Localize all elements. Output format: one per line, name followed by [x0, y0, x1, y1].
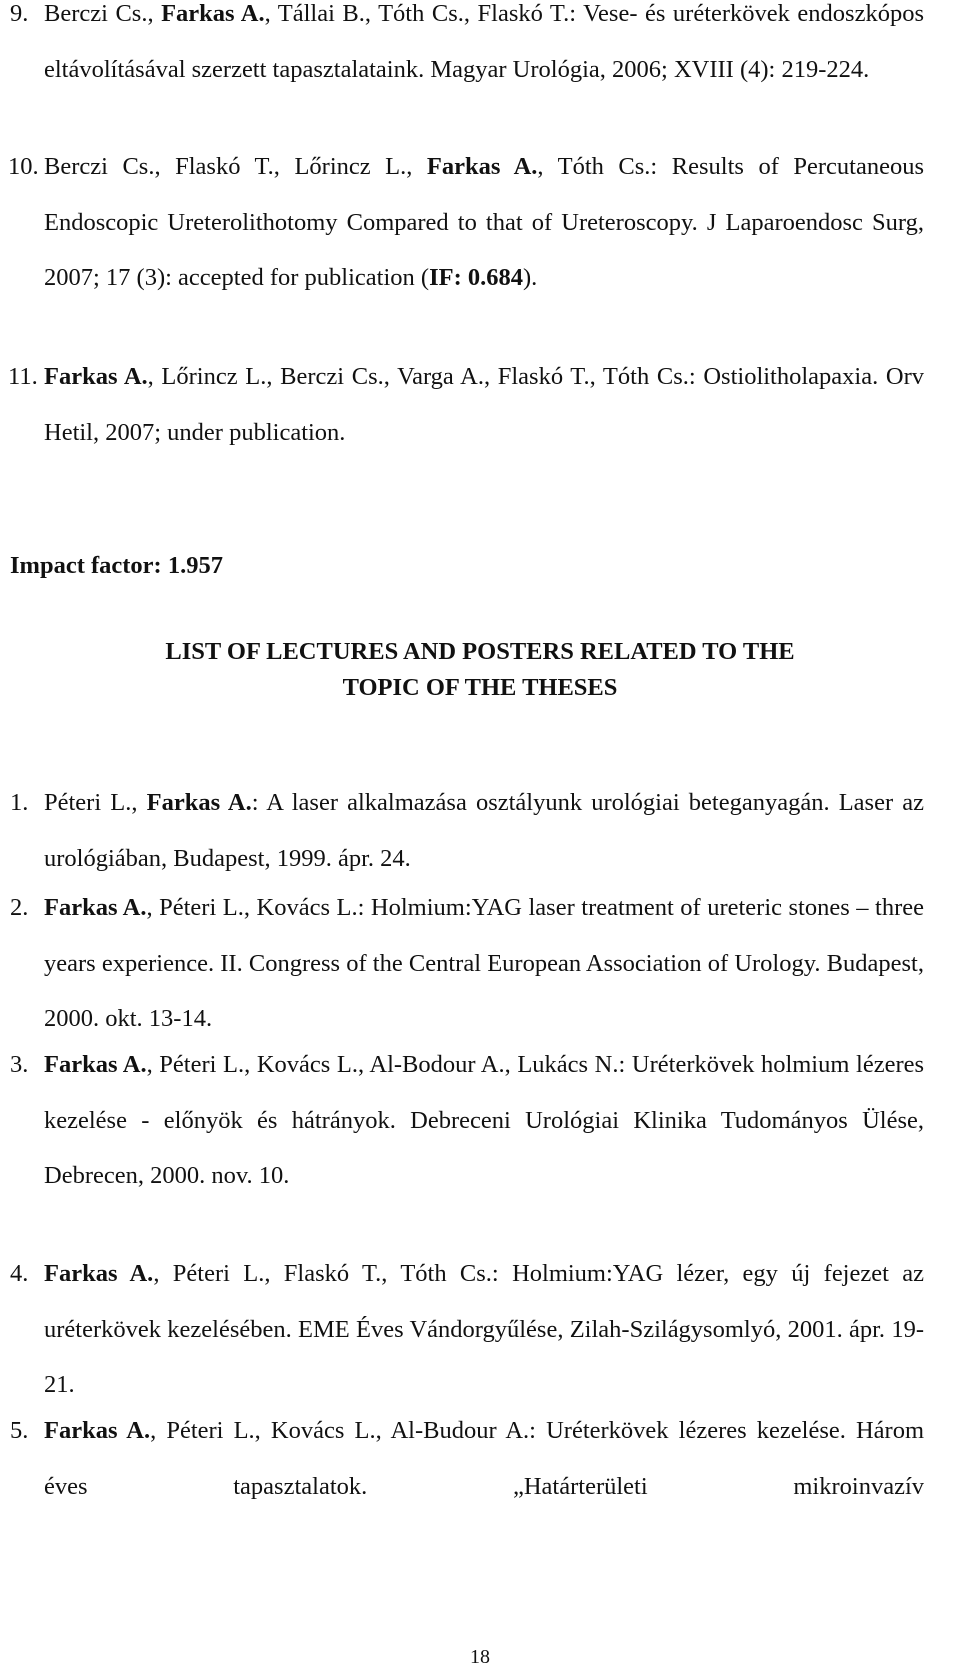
- publication-author-highlight: Farkas A.: [161, 0, 265, 27]
- publication-item-11: [8, 349, 924, 460]
- publication-authors-rest: , Tállai B., Tóth Cs., Flaskó T.:: [264, 0, 576, 27]
- lecture-author-highlight: Farkas A.: [44, 894, 147, 921]
- lecture-text: Uréterkövek lézeres kezelése. Három éves tapasztalatok. „Határterületi mikroinvazív: [44, 1417, 924, 1500]
- lecture-item-2: [10, 880, 924, 1047]
- publication-text: Results of Percutaneous Endoscopic Ureterolithotomy Compared to that of Ureteroscopy. J Laparoendosc Surg, 2007; 17 (3): accepted for publication (: [44, 153, 925, 291]
- lecture-number: 5.: [10, 1417, 29, 1444]
- lecture-item-1: [10, 775, 924, 886]
- lecture-author-highlight: Farkas A.: [44, 1417, 151, 1444]
- publication-text: Vese- és uréterkövek endoszkópos eltávolításával szerzett tapasztalataink. Magyar Urológia, 2006; XVIII (4): 219-224.: [44, 0, 925, 83]
- publication-author-highlight: Farkas A.: [44, 363, 148, 390]
- lecture-text: A laser alkalmazása osztályunk urológiai beteganyagán. Laser az urológiában, Budapest, 1999. ápr. 24.: [44, 789, 924, 872]
- lecture-author-highlight: Farkas A.: [146, 789, 252, 816]
- lecture-number: 1.: [10, 789, 29, 816]
- lecture-item-5: [10, 1403, 924, 1514]
- section-heading-line: TOPIC OF THE THESES: [342, 674, 618, 701]
- publication-item-10: [8, 139, 925, 306]
- lecture-authors: Péteri L.,: [44, 789, 147, 816]
- publication-item-9: [10, 0, 925, 97]
- lecture-text: Uréterkövek holmium lézeres kezelése - előnyök és hátrányok. Debreceni Urológiai Klinika Tudományos Ülése, Debrecen, 2000. nov. 10.: [44, 1051, 925, 1189]
- publication-number: 9.: [10, 0, 29, 27]
- lecture-author-highlight: Farkas A.: [44, 1051, 147, 1078]
- lecture-authors-rest: :: [251, 789, 259, 816]
- publication-text-end: ).: [522, 264, 538, 291]
- lecture-number: 2.: [10, 894, 29, 921]
- lecture-item-4: [10, 1246, 925, 1413]
- publication-authors: Berczi Cs., Flaskó T., Lőrincz L.,: [44, 153, 427, 180]
- lecture-authors-rest: , Péteri L., Kovács L.:: [146, 894, 365, 921]
- publication-text: Ostiolitholapaxia. Orv Hetil, 2007; under publication.: [44, 363, 924, 446]
- publication-number: 10.: [8, 153, 39, 180]
- lecture-authors-rest: , Péteri L., Kovács L., Al-Bodour A., Lukács N.:: [146, 1051, 626, 1078]
- impact-factor-total: Impact factor: 1.957: [10, 552, 223, 579]
- lecture-authors-rest: , Péteri L., Kovács L., Al-Budour A.:: [150, 1417, 536, 1444]
- lecture-number: 3.: [10, 1051, 29, 1078]
- publication-number: 11.: [8, 363, 38, 390]
- lecture-text: Holmium:YAG laser treatment of ureteric stones – three years experience. II. Congress of the Central European Association of Urology. Budapest, 2000. okt. 13-14.: [44, 894, 924, 1032]
- lecture-number: 4.: [10, 1260, 29, 1287]
- impact-factor-label: IF: 0.684: [429, 264, 523, 291]
- section-heading-line: LIST OF LECTURES AND POSTERS RELATED TO THE: [165, 638, 795, 665]
- page-number: 18: [470, 1646, 490, 1668]
- section-heading: [0, 634, 960, 706]
- publication-authors-rest: , Tóth Cs.:: [537, 153, 658, 180]
- lecture-author-highlight: Farkas A.: [44, 1260, 154, 1287]
- lecture-authors-rest: , Péteri L., Flaskó T., Tóth Cs.:: [153, 1260, 499, 1287]
- lecture-item-3: [10, 1037, 925, 1204]
- publication-authors-rest: , Lőrincz L., Berczi Cs., Varga A., Flaskó T., Tóth Cs.:: [147, 363, 696, 390]
- publication-author-highlight: Farkas A.: [426, 153, 538, 180]
- publication-authors: Berczi Cs.,: [44, 0, 162, 27]
- lecture-text: Holmium:YAG lézer, egy új fejezet az uréterkövek kezelésében. EME Éves Vándorgyűlése, Zilah-Szilágysomlyó, 2001. ápr. 19-21.: [44, 1260, 925, 1398]
